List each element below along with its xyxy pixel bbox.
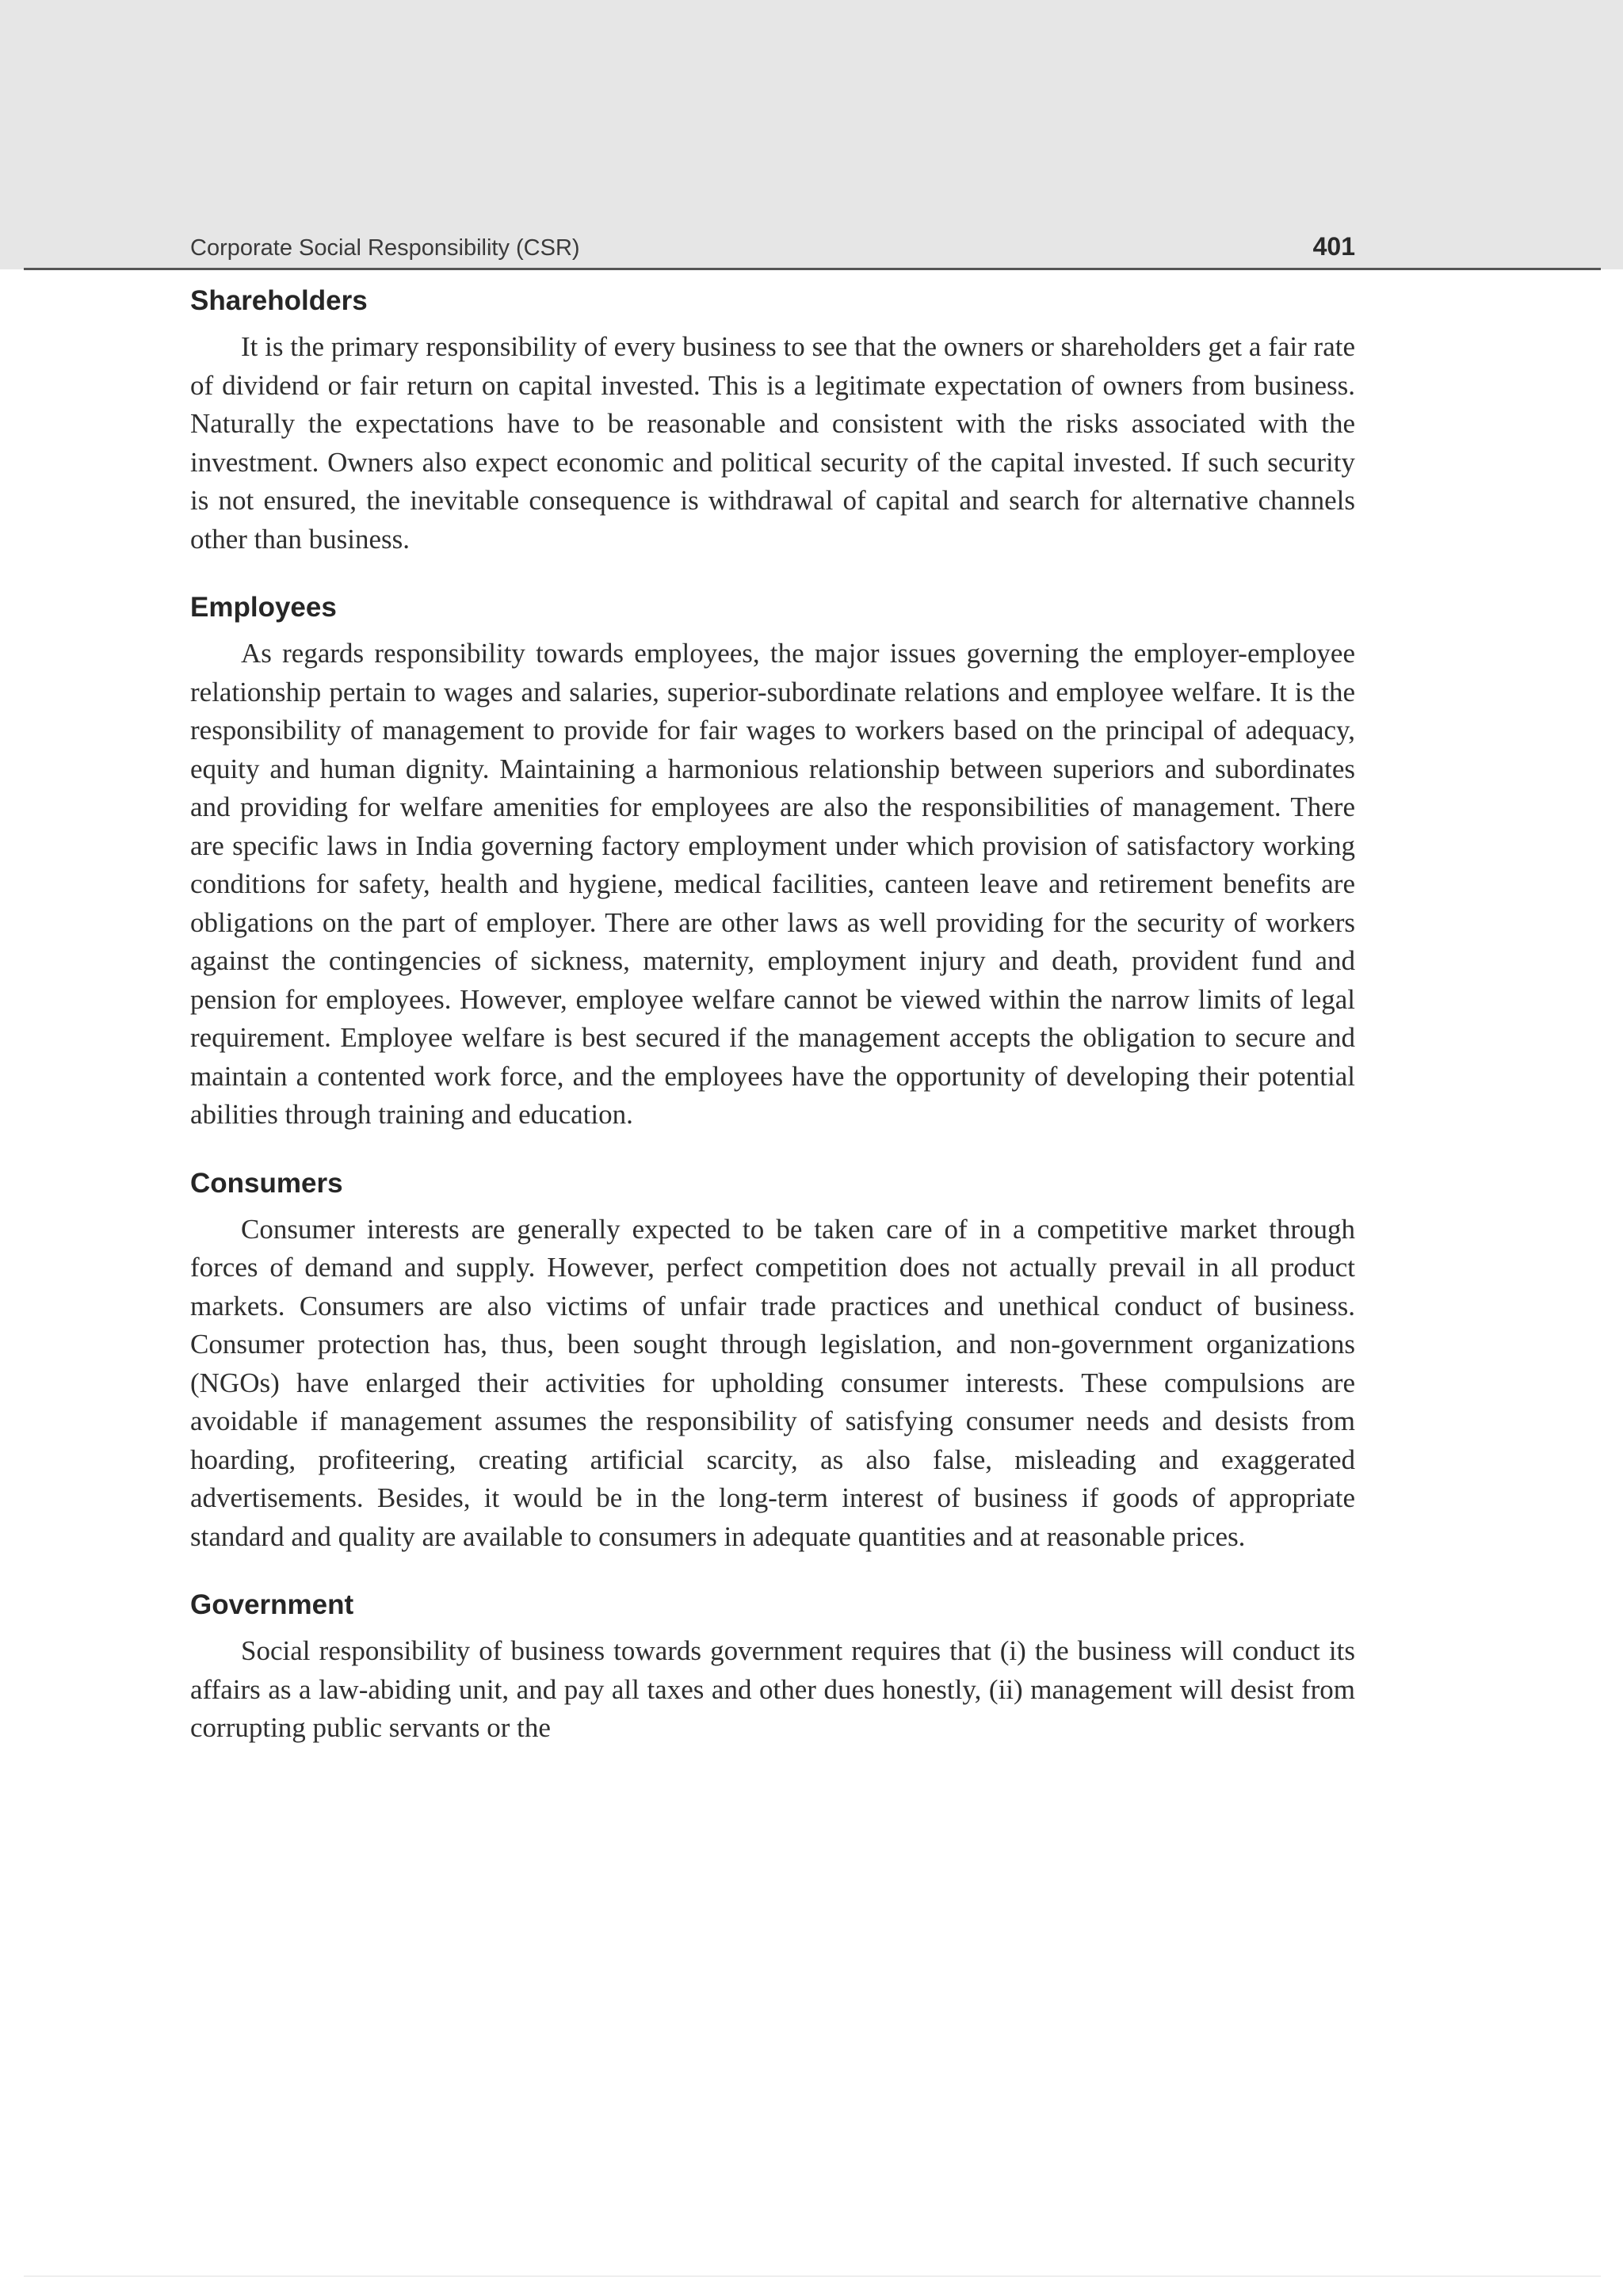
page-body [190, 282, 1355, 1778]
section-government [190, 1586, 1355, 1748]
section-shareholders [190, 282, 1355, 559]
page-number: 401 [1312, 232, 1355, 261]
page-top-band [0, 0, 1623, 269]
section-paragraph: Consumer interests are generally expected to be taken care of in a competitive market through forces of demand and supply. However, perfect competition does not actually prevail in all product markets. Consumers are also victims of unfair trade practices and unethical conduct of business. Consumer protection has, thus, been sought through legislation, and non-government organizations (NGOs) have enlarged their activities for upholding consumer interests. These compulsions are avoidable if management assumes the responsibility of satisfying consumer needs and desists from hoarding, profiteering, creating artificial scarcity, as also false, misleading and exaggerated advertisements. Besides, it would be in the long-term interest of business if goods of appropriate standard and quality are available to consumers in adequate quantities and at reasonable prices. [190, 1213, 1355, 1552]
running-title: Corporate Social Responsibility (CSR) [190, 235, 580, 261]
section-employees [190, 589, 1355, 1135]
section-heading: Employees [190, 592, 337, 623]
running-header [190, 232, 1355, 261]
section-paragraph: As regards responsibility towards employees, the major issues governing the employer-employee relationship pertain to wages and salaries, superior-subordinate relations and employee welfare. It is the responsibility of management to provide for fair wages to workers based on the principal of adequacy, equity and human dignity. Maintaining a harmonious relationship between superiors and subordinates and providing for welfare amenities for employees are also the responsibilities of management. There are specific laws in India governing factory employment under which provision of satisfactory working conditions for safety, health and hygiene, medical facilities, canteen leave and retirement benefits are obligations on the part of employer. There are other laws as well providing for the security of workers against the contingencies of sickness, maternity, employment injury and death, provident fund and pension for employees. However, employee welfare cannot be viewed within the narrow limits of legal requirement. Employee welfare is best secured if the management accepts the obligation to secure and maintain a contented work force, and the employees have the opportunity of developing their potential abilities through training and education. [190, 638, 1355, 1130]
section-heading: Consumers [190, 1167, 343, 1199]
section-heading: Shareholders [190, 285, 368, 316]
section-heading: Government [190, 1589, 354, 1620]
section-paragraph: Social responsibility of business towards government requires that (i) the business will conduct its affairs as a law-abiding unit, and pay all taxes and other dues honestly, (ii) management will desist from corrupting public servants or the [190, 1635, 1355, 1743]
header-rule [24, 268, 1601, 270]
section-paragraph: It is the primary responsibility of every business to see that the owners or shareholders get a fair rate of dividend or fair return on capital invested. This is a legitimate expectation of owners from business. Naturally the expectations have to be reasonable and consistent with the risks associated with the investment. Owners also expect economic and political security of the capital invested. If such security is not ensured, the inevitable consequence is withdrawal of capital and search for alternative channels other than business. [190, 331, 1355, 555]
section-consumers [190, 1165, 1355, 1557]
footer-rule [24, 2275, 1601, 2277]
